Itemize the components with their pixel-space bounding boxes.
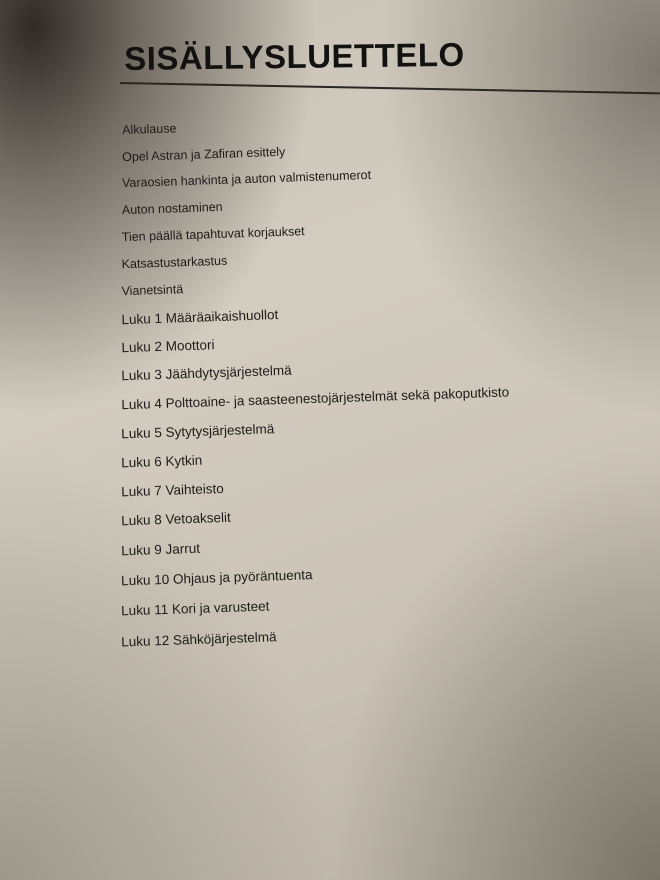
toc-item-luku-3: Luku 3 Jäähdytysjärjestelmä <box>121 362 292 384</box>
toc-item-luku-1: Luku 1 Määräaikaishuollot <box>121 307 279 328</box>
toc-item-tien-paalla: Tien päällä tapahtuvat korjaukset <box>121 224 305 245</box>
toc-item-luku-2: Luku 2 Moottori <box>121 337 215 356</box>
title-underline <box>120 82 660 94</box>
toc-item-luku-8: Luku 8 Vetoakselit <box>120 509 231 529</box>
toc-item-luku-11: Luku 11 Kori ja varusteet <box>120 598 270 619</box>
toc-item-luku-7: Luku 7 Vaihteisto <box>120 480 224 500</box>
toc-item-alkulause: Alkulause <box>121 121 177 138</box>
toc-item-nostaminen: Auton nostaminen <box>121 199 223 218</box>
toc-item-vianetsinta: Vianetsintä <box>121 282 184 299</box>
toc-item-luku-6: Luku 6 Kytkin <box>120 452 203 471</box>
toc-item-varaosat: Varaosien hankinta ja auton valmistenumerot <box>121 167 372 191</box>
toc-item-luku-9: Luku 9 Jarrut <box>120 540 201 559</box>
table-of-contents <box>96 107 634 664</box>
toc-item-luku-12: Luku 12 Sähköjärjestelmä <box>120 629 277 650</box>
page-title: SISÄLLYSLUETTELO <box>124 35 465 77</box>
toc-item-esittely: Opel Astran ja Zafiran esittely <box>121 144 286 165</box>
toc-item-katsastus: Katsastustarkastus <box>121 253 228 272</box>
toc-item-luku-10: Luku 10 Ohjaus ja pyöräntuenta <box>120 567 313 589</box>
toc-item-luku-5: Luku 5 Sytytysjärjestelmä <box>121 421 275 442</box>
toc-item-luku-4: Luku 4 Polttoaine- ja saasteenestojärjestelmät sekä pakoputkisto <box>121 384 510 413</box>
